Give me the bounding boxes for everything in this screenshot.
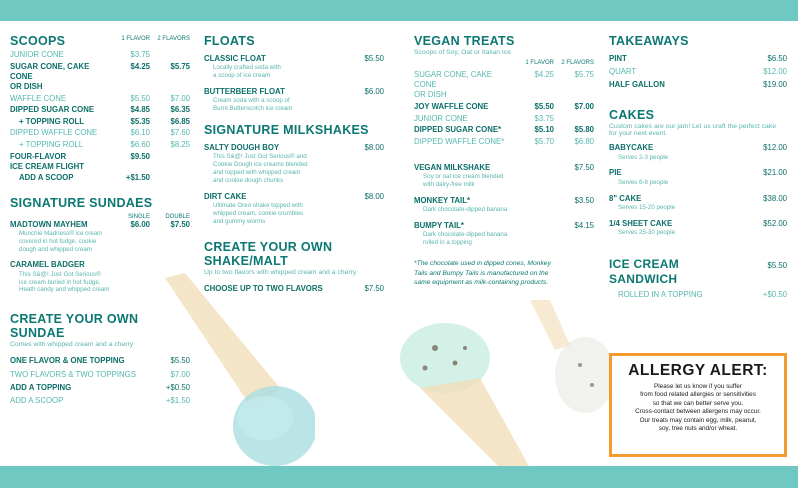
scoops-item-price-1: $5.50	[130, 93, 150, 103]
sundae-item-price-2: $7.50	[170, 219, 190, 229]
column-1	[10, 28, 190, 406]
float-item-description: a scoop of ice cream	[213, 72, 271, 80]
cake-item	[609, 168, 787, 186]
takeaway-item-name: QUART	[609, 67, 637, 77]
sundae-item-description: Heath candy and whipped cream	[19, 286, 110, 294]
vegan-item	[414, 102, 594, 112]
cake-item-description: Serves 6-8 people	[618, 178, 669, 186]
milkshake-item-row	[204, 192, 384, 202]
cake-item-name: PIE	[609, 168, 622, 178]
vegan-item	[414, 137, 594, 147]
create-sundae-title: CREATE YOUR OWN SUNDAE	[10, 312, 139, 341]
takeaway-item-name: PINT	[609, 54, 627, 63]
scoops-title: SCOOPS	[10, 34, 66, 48]
takeaway-item	[609, 54, 787, 64]
vegan-chocolate-note	[414, 259, 594, 288]
vegan-note-line: same equipment as milk-containing products.	[414, 279, 549, 287]
vegan-item-name: JOY WAFFLE CONE	[414, 101, 489, 111]
sundaes-list	[10, 220, 190, 295]
create-shake-list	[204, 284, 384, 294]
scoops-list	[10, 50, 190, 184]
create-sundae-item-price: +$1.50	[165, 395, 190, 405]
cake-item-description: Serves 25-30 people	[618, 228, 676, 236]
scoops-item-price-1: $3.75	[130, 50, 150, 59]
vegan-item-price-1: $3.75	[534, 113, 554, 123]
vegan-extra-item-name: MONKEY TAIL*	[414, 195, 471, 205]
create-shake-section	[204, 240, 384, 294]
scoops-item	[10, 152, 190, 162]
cake-item	[609, 194, 787, 212]
float-item-name: CLASSIC FLOAT	[204, 54, 266, 63]
scoops-item-price-1: +$1.50	[125, 173, 150, 183]
float-item-description: Cream soda with a scoop of	[213, 97, 290, 105]
create-sundae-item-price: +$0.50	[165, 382, 190, 392]
vegan-section	[414, 34, 594, 288]
create-shake-item	[204, 284, 384, 294]
vegan-item-price-1: $5.70	[534, 136, 554, 146]
takeaway-item-price: $6.50	[767, 54, 787, 63]
cakes-subtitle	[609, 123, 787, 137]
floats-title: FLOATS	[204, 34, 255, 48]
sundae-item-name: MADTOWN MAYHEM	[10, 219, 88, 229]
milkshake-item-name: DIRT CAKE	[204, 191, 247, 201]
cakes-title: CAKES	[609, 108, 655, 123]
vegan-title: VEGAN TREATS	[414, 34, 515, 48]
cake-item-row	[609, 194, 787, 204]
scoops-item	[10, 128, 190, 138]
sundaes-col2-label: DOUBLE	[165, 213, 190, 220]
sundaes-title: SIGNATURE SUNDAES	[10, 195, 153, 210]
takeaway-item	[609, 80, 787, 90]
scoops-item-price-1: $9.50	[130, 151, 150, 161]
vegan-item-price-1: $4.25	[534, 70, 554, 79]
vegan-col2-label: 2 FLAVORS	[561, 60, 594, 66]
float-item-row	[204, 87, 384, 97]
vegan-extra-item-row	[414, 196, 594, 206]
float-item-price: $6.00	[364, 87, 384, 96]
vegan-extra-item-description: Dark chocolate-dipped banana	[423, 231, 508, 239]
cake-item-price: $21.00	[763, 168, 787, 178]
vegan-note-line: Tails and Bumpy Tails is manufactured on the	[414, 269, 549, 277]
vegan-item	[414, 70, 594, 90]
vegan-column-headers	[414, 60, 594, 66]
sundaes-col1-label: SINGLE	[127, 213, 150, 220]
scoops-item	[10, 140, 190, 150]
create-shake-item-name: CHOOSE UP TO TWO FLAVORS	[204, 283, 323, 293]
vegan-extra-item	[414, 221, 594, 247]
vegan-extra-item-description: with dairy-free milk	[423, 180, 475, 188]
float-item	[204, 87, 384, 113]
scoops-item	[10, 117, 190, 127]
vegan-extra-item-price: $4.15	[574, 220, 594, 230]
sandwich-extra-name: ROLLED IN A TOPPING	[618, 289, 703, 299]
scoops-item	[10, 50, 190, 60]
float-item-description: Locally crafted soda with	[213, 64, 281, 72]
sundaes-section	[10, 196, 190, 295]
cakes-subtitle-line: for your next event.	[609, 130, 668, 138]
scoops-item-price-1: $5.35	[130, 116, 150, 126]
vegan-note-line: *The chocolate used in dipped cones, Monkey	[414, 259, 551, 267]
column-3	[414, 28, 594, 288]
vegan-extra-item-row	[414, 221, 594, 231]
sundae-item-description: This S&@! Just Got Serious®	[19, 270, 101, 278]
scoops-item	[10, 94, 190, 104]
sundae-item-description: covered in hot fudge, cookie	[19, 237, 97, 245]
cake-item-row	[609, 143, 787, 153]
ice-cream-cone-right-image	[530, 300, 620, 430]
scoops-item-price-2: $7.00	[170, 93, 190, 103]
takeaway-item	[609, 67, 787, 77]
vegan-item-name: SUGAR CONE, CAKE CONE	[414, 70, 492, 90]
sandwich-extra-row	[609, 290, 787, 300]
scoops-item-price-1: $4.25	[130, 61, 150, 71]
takeaways-title: TAKEAWAYS	[609, 34, 689, 48]
vegan-item-price-1: $5.10	[534, 125, 554, 135]
sundae-item-description: ice cream buried in hot fudge,	[19, 278, 101, 286]
scoops-item-name: SUGAR CONE, CAKE CONE	[10, 61, 90, 81]
sundae-item	[10, 260, 190, 294]
float-item-price: $5.50	[364, 54, 384, 63]
cake-item-price: $38.00	[763, 193, 787, 203]
vegan-extra-item-description: rolled in a topping	[423, 239, 472, 246]
allergy-alert-line: so that we can better serve you.	[652, 399, 744, 407]
bottom-band	[0, 466, 798, 488]
milkshake-item-description: and gummy worms	[213, 217, 266, 225]
milkshake-item-description: and cookie dough chunks	[213, 176, 284, 184]
cake-item-row	[609, 219, 787, 229]
floats-section	[204, 34, 384, 113]
vegan-extra-item-price: $7.50	[574, 162, 594, 172]
milkshakes-section	[204, 123, 384, 226]
milkshake-item-description: Cookie Dough ice creams blended	[213, 161, 308, 169]
create-shake-subtitle: Up to two flavors with whipped cream and a cherry	[204, 268, 357, 276]
float-item-row	[204, 54, 384, 64]
scoops-item-name: FOUR-FLAVOR	[10, 151, 67, 161]
create-sundae-item	[10, 370, 190, 380]
scoops-item-continued	[10, 82, 190, 92]
sundae-item	[10, 220, 190, 254]
milkshakes-list	[204, 143, 384, 226]
scoops-item-price-1: $6.60	[130, 140, 150, 149]
scoops-item-price-1: $4.85	[130, 105, 150, 115]
vegan-subtitle: Scoops of Soy, Oat or Italian Ice	[414, 49, 511, 56]
create-sundae-subtitle: Comes with whipped cream and a cherry	[10, 341, 134, 349]
create-sundae-item	[10, 396, 190, 406]
sundae-item-description: Munchie Madness® ice cream	[19, 229, 103, 237]
cakes-list	[609, 143, 787, 236]
create-sundae-item-name: TWO FLAVORS & TWO TOPPINGS	[10, 369, 136, 379]
cake-item-name: 1/4 SHEET CAKE	[609, 218, 673, 228]
milkshake-item-name: SALTY DOUGH BOY	[204, 143, 280, 152]
vegan-list	[414, 70, 594, 147]
cake-item-row	[609, 168, 787, 178]
sandwich-section	[609, 257, 787, 300]
floats-list	[204, 54, 384, 113]
milkshake-item-description: whipped cream, cookie crumbles	[213, 209, 304, 217]
vegan-item-price-2: $7.00	[574, 101, 594, 111]
scoops-item-name: DIPPED WAFFLE CONE	[10, 128, 98, 138]
allergy-alert-line: soy, tree nuts and/or wheat.	[658, 425, 738, 433]
cake-item-name: 8" CAKE	[609, 193, 642, 203]
scoops-item-name-line2: ICE CREAM FLIGHT	[10, 161, 85, 171]
sundae-item-price-1: $6.00	[130, 219, 150, 229]
scoops-item-price-2: $5.75	[170, 61, 190, 71]
create-sundae-item	[10, 356, 190, 366]
scoops-item-name: DIPPED SUGAR CONE	[10, 105, 95, 115]
sundae-item-row	[10, 220, 190, 230]
cakes-section	[609, 108, 787, 236]
vegan-extras-list	[414, 163, 594, 247]
milkshake-item-description: This S&@! Just Got Serious® and	[213, 153, 307, 161]
float-item	[204, 54, 384, 80]
vegan-item-price-1: $5.50	[534, 101, 554, 111]
allergy-alert-text	[616, 383, 780, 434]
scoops-item-price-2: $6.35	[170, 105, 190, 115]
allergy-alert-line: Our treats may contain egg, milk, peanut,	[639, 416, 757, 424]
vegan-extra-item-description: Soy or oat ice cream blended	[423, 173, 504, 180]
milkshake-item	[204, 143, 384, 185]
scoops-item	[10, 62, 190, 82]
sandwich-price: $5.50	[767, 260, 787, 270]
sundae-item-name: CARAMEL BADGER	[10, 260, 85, 270]
takeaways-list	[609, 54, 787, 90]
scoops-item-name: ADD A SCOOP	[19, 173, 74, 183]
scoops-item	[10, 173, 190, 183]
sundae-item-row	[10, 260, 190, 270]
takeaway-item-price: $19.00	[763, 80, 787, 90]
cake-item-name: BABYCAKE	[609, 143, 654, 153]
milkshake-item	[204, 192, 384, 226]
scoops-item	[10, 105, 190, 115]
milkshake-item-price: $8.00	[364, 191, 384, 201]
create-sundae-item-name: ONE FLAVOR & ONE TOPPING	[10, 356, 125, 366]
vegan-extra-item-name: VEGAN MILKSHAKE	[414, 162, 491, 172]
milkshakes-title: SIGNATURE MILKSHAKES	[204, 123, 369, 137]
allergy-alert-line: Please let us know if you suffer	[654, 383, 742, 390]
takeaways-section	[609, 34, 787, 90]
vegan-item-continued	[414, 90, 594, 100]
vegan-extra-item	[414, 196, 594, 214]
vegan-item-name: DIPPED SUGAR CONE*	[414, 125, 502, 135]
allergy-alert-box	[609, 353, 787, 457]
cake-item	[609, 219, 787, 237]
float-item-description: Burnt Butterscotch ice cream	[213, 105, 293, 113]
cake-item-price: $12.00	[763, 143, 787, 153]
sandwich-title: ICE CREAM SANDWICH	[609, 256, 680, 287]
vegan-item-price-2: $6.80	[574, 136, 594, 146]
vegan-item-name: DIPPED WAFFLE CONE*	[414, 136, 505, 146]
vegan-item	[414, 125, 594, 135]
scoops-col1-label: 1 FLAVOR	[121, 36, 150, 42]
create-sundae-item-price: $5.50	[170, 356, 190, 366]
cake-item-description: Serves 2-3 people	[618, 153, 669, 161]
scoops-item-price-2: $6.85	[170, 116, 190, 126]
vegan-item-price-2: $5.80	[574, 125, 594, 135]
scoops-item-continued	[10, 162, 190, 172]
sandwich-extra-price: +$0.50	[762, 289, 787, 299]
takeaway-item-name: HALF GALLON	[609, 80, 665, 90]
scoops-item-name: JUNIOR CONE	[10, 50, 64, 59]
float-item-name: BUTTERBEER FLOAT	[204, 87, 285, 96]
cake-item	[609, 143, 787, 161]
scoops-item-price-2: $8.25	[170, 140, 190, 149]
cakes-subtitle-line: Custom cakes are our jam! Let us craft the perfect cake	[609, 123, 776, 131]
sandwich-row	[609, 257, 787, 288]
milkshake-item-description: Ultimate Oreo shake topped with	[213, 202, 303, 209]
column-4	[609, 28, 787, 300]
takeaway-item-price: $12.00	[763, 67, 787, 77]
vegan-extra-item	[414, 163, 594, 189]
scoops-item-name: WAFFLE CONE	[10, 93, 67, 103]
scoops-item-price-1: $6.10	[130, 128, 150, 138]
create-sundae-item-price: $7.00	[170, 369, 190, 379]
scoops-item-name-line2: OR DISH	[10, 81, 43, 91]
milkshake-item-description: and topped with whipped cream	[213, 169, 301, 176]
cake-item-price: $52.00	[763, 218, 787, 228]
milkshake-item-price: $8.00	[364, 143, 384, 152]
sundae-item-description: dough and whipped cream	[19, 245, 92, 253]
vegan-item-price-2: $5.75	[574, 70, 594, 79]
allergy-alert-line: Cross-contact between allergens may occur.	[635, 408, 761, 416]
create-shake-item-price: $7.50	[364, 283, 384, 293]
vegan-extra-item-description: Dark chocolate-dipped banana	[423, 206, 508, 213]
vegan-item	[414, 114, 594, 124]
milkshake-item-row	[204, 143, 384, 153]
scoops-col2-label: 2 FLAVORS	[157, 36, 190, 42]
create-sundae-section	[10, 312, 190, 406]
scoops-item-name: + TOPPING ROLL	[19, 116, 85, 126]
create-sundae-list	[10, 356, 190, 406]
allergy-alert-title: ALLERGY ALERT:	[628, 362, 768, 379]
ice-cream-cone-middle-image	[390, 318, 540, 468]
create-sundae-item-name: ADD A TOPPING	[10, 382, 72, 392]
create-sundae-item-name: ADD A SCOOP	[10, 395, 64, 405]
vegan-item-name: JUNIOR CONE	[414, 113, 468, 123]
vegan-extra-item-name: BUMPY TAIL*	[414, 220, 464, 230]
column-2	[204, 28, 384, 294]
vegan-extra-item-row	[414, 163, 594, 173]
scoops-item-price-2: $7.60	[170, 128, 190, 138]
scoops-section	[10, 34, 190, 184]
allergy-alert-line: from food related allergies or sensitivities	[640, 391, 756, 399]
vegan-extra-item-price: $3.50	[574, 195, 594, 205]
scoops-item-name: + TOPPING ROLL	[19, 140, 84, 149]
create-sundae-item	[10, 383, 190, 393]
vegan-col1-label: 1 FLAVOR	[525, 60, 554, 66]
create-shake-title: CREATE YOUR OWN SHAKE/MALT	[204, 239, 333, 268]
top-band	[0, 0, 798, 21]
cake-item-description: Serves 15-20 people	[618, 203, 676, 211]
vegan-item-name-line2: OR DISH	[414, 90, 447, 100]
